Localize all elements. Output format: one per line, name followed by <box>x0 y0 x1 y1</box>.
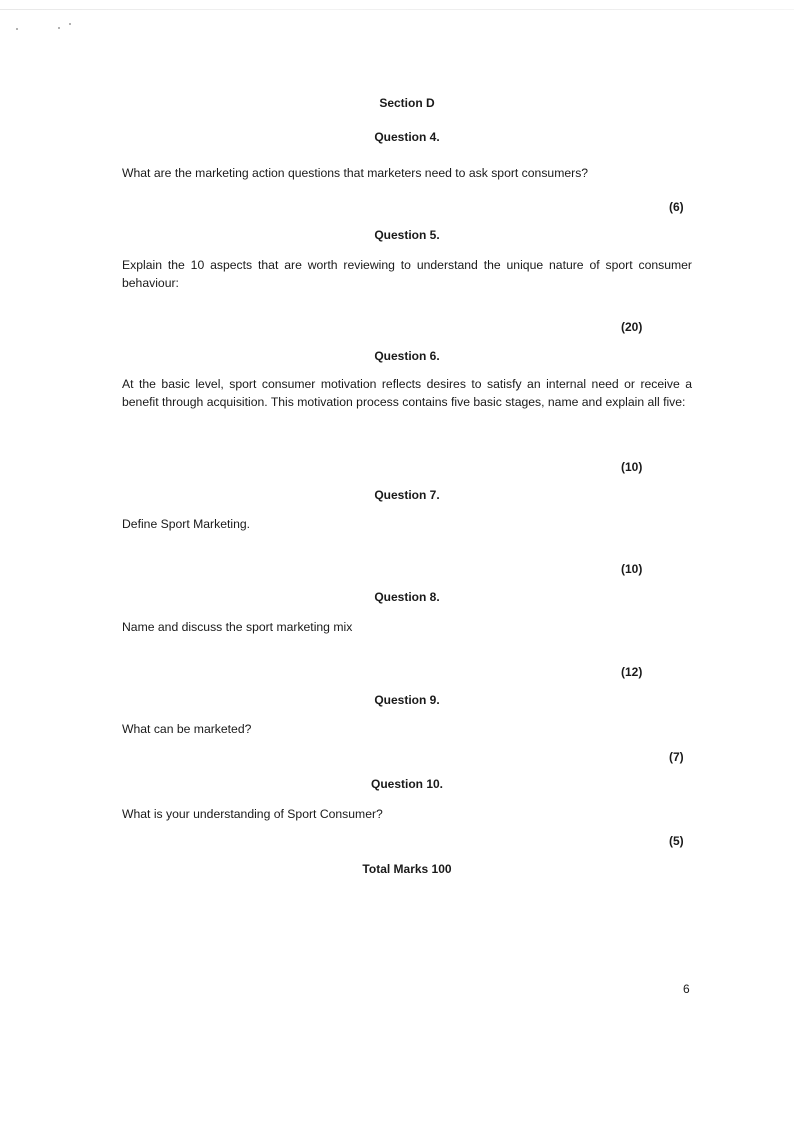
question-heading: Question 5. <box>374 228 440 242</box>
question-marks: (10) <box>621 562 643 576</box>
page-number: 6 <box>683 982 690 996</box>
question-marks: (5) <box>669 834 684 848</box>
question-marks: (6) <box>669 200 684 214</box>
question-marks: (7) <box>669 750 684 764</box>
question-heading: Question 10. <box>370 777 444 791</box>
question-text: Explain the 10 aspects that are worth reviewing to understand the unique nature of sport consumer behaviour: <box>122 258 692 290</box>
scan-speck <box>16 28 18 30</box>
question-text: Name and discuss the sport marketing mix <box>122 620 353 634</box>
question-text: What is your understanding of Sport Consumer? <box>122 807 383 821</box>
scan-speck <box>69 23 71 25</box>
question-heading: Question 6. <box>374 349 440 363</box>
total-marks: Total Marks 100 <box>362 862 452 876</box>
question-heading: Question 4. <box>374 130 440 144</box>
question-marks: (10) <box>621 460 643 474</box>
scan-speck <box>58 27 60 29</box>
question-heading: Question 7. <box>374 488 440 502</box>
question-marks: (12) <box>621 665 643 679</box>
question-heading: Question 9. <box>374 693 440 707</box>
section-title: Section D <box>379 96 435 110</box>
question-text: Define Sport Marketing. <box>122 517 251 531</box>
question-heading: Question 8. <box>374 590 440 604</box>
scan-edge-line <box>0 9 794 10</box>
question-text: What are the marketing action questions that marketers need to ask sport consumers? <box>122 166 589 180</box>
question-text: What can be marketed? <box>122 722 252 736</box>
question-marks: (20) <box>621 320 643 334</box>
question-text: At the basic level, sport consumer motivation reflects desires to satisfy an internal need or receive a benefit through acquisition. This motivation process contains five basic stages, name and explain all five: <box>122 377 692 409</box>
